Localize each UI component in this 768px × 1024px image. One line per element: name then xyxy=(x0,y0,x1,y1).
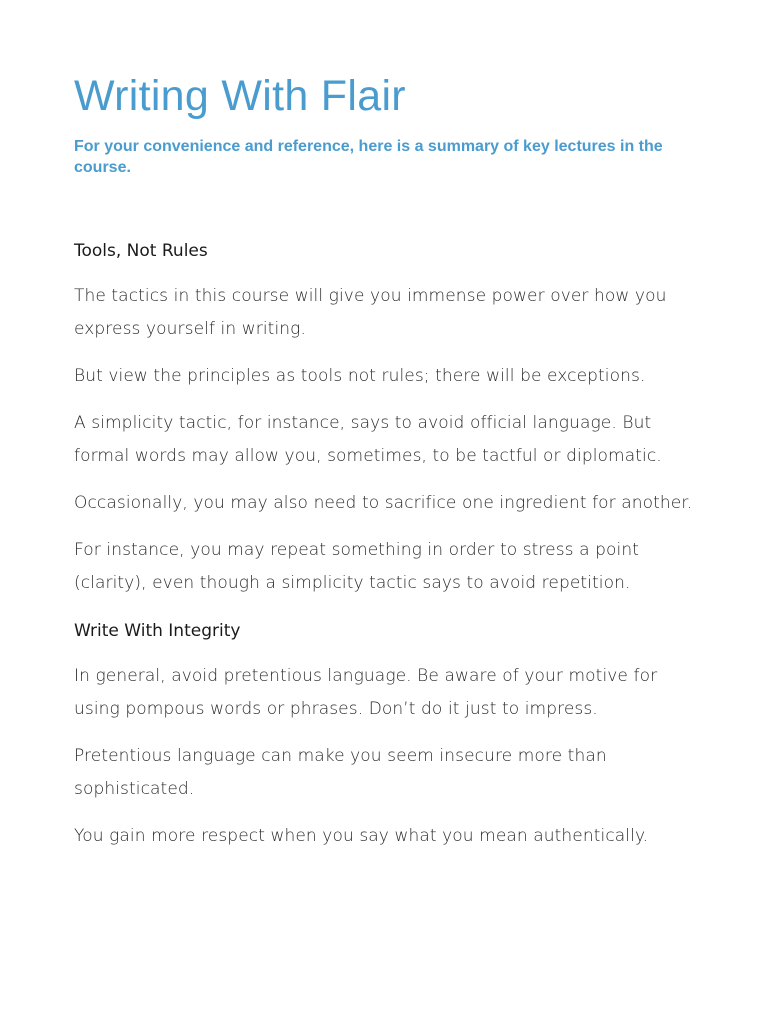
paragraph: In general, avoid pretentious language. Be aware of your motive for using pompous words or phrases. Don’t do it just to impress. xyxy=(74,666,658,719)
paragraph: You gain more respect when you say what you mean authentically. xyxy=(74,826,649,846)
paragraph: Occasionally, you may also need to sacrifice one ingredient for another. xyxy=(74,493,693,513)
paragraph: For instance, you may repeat something in order to stress a point (clarity), even though a simplicity tactic says to avoid repetition. xyxy=(74,540,640,593)
page-subtitle: For your convenience and reference, here is a summary of key lectures in the course. xyxy=(74,138,663,176)
paragraph: But view the principles as tools not rules; there will be exceptions. xyxy=(74,366,646,386)
section-heading-write-with-integrity: Write With Integrity xyxy=(74,621,241,641)
section-heading-tools-not-rules: Tools, Not Rules xyxy=(74,241,208,261)
paragraph: The tactics in this course will give you immense power over how you express yourself in writing. xyxy=(74,286,667,339)
page-title: Writing With Flair xyxy=(74,72,406,120)
document-page xyxy=(74,70,694,853)
paragraph: Pretentious language can make you seem insecure more than sophisticated. xyxy=(74,746,607,799)
paragraph: A simplicity tactic, for instance, says to avoid official language. But formal words may allow you, sometimes, to be tactful or diplomatic. xyxy=(74,413,662,466)
